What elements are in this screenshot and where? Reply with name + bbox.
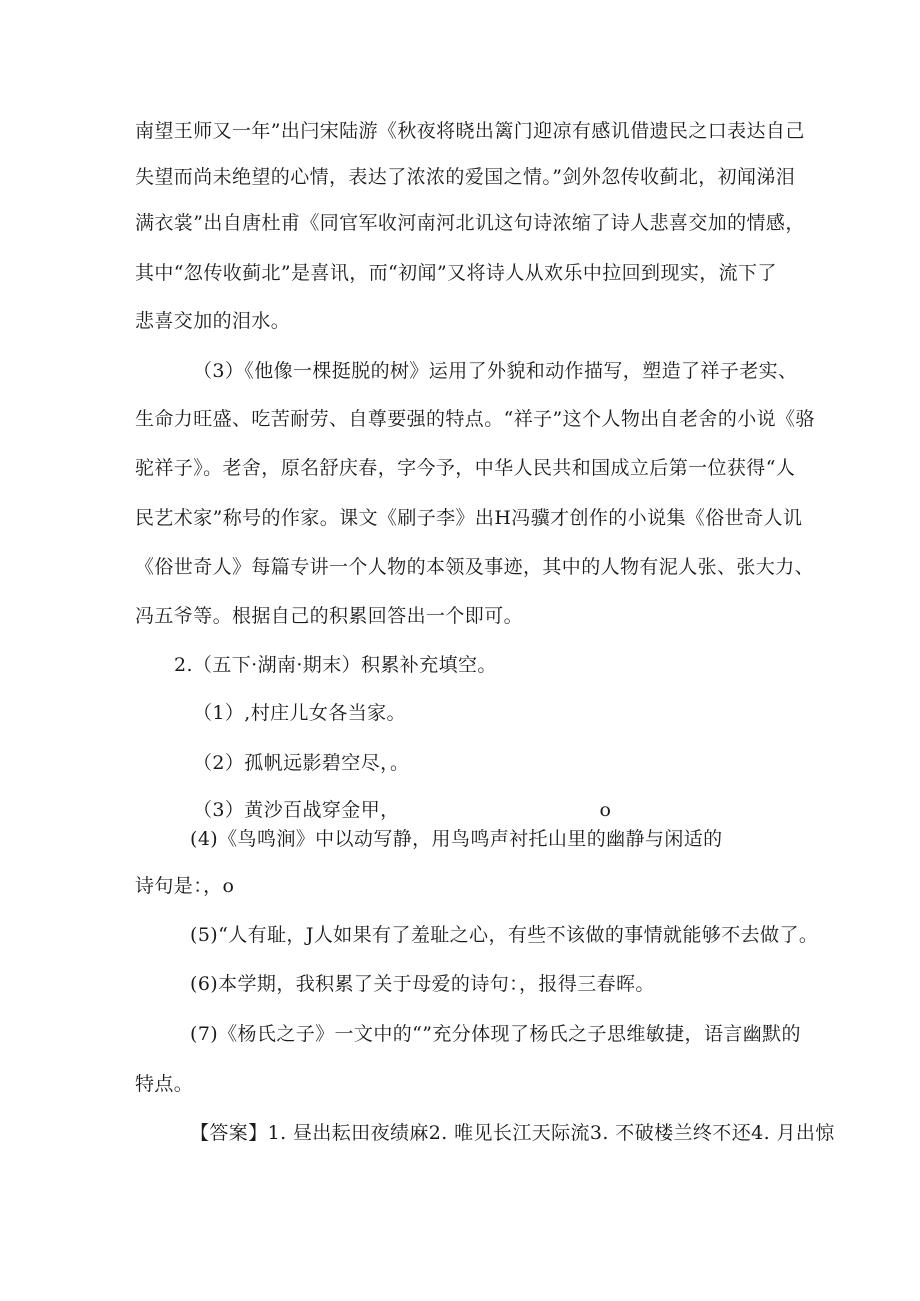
question-item: (5)“人有耻，J人如果有了羞耻之心，有些不该做的事情就能够不去做了。	[190, 924, 819, 946]
question-item-continuation: 特点。	[135, 1073, 194, 1095]
question-item-continuation: 诗句是：，o	[135, 875, 235, 897]
question-item: （1）,村庄儿女各当家。	[193, 702, 406, 724]
question-item: (7)《杨氏之子》一文中的“”充分体现了杨氏之子思维敏捷，语言幽默的	[190, 1023, 801, 1045]
paragraph-line: （3）《他像一棵挺脱的树》运用了外貌和动作描写，塑造了祥子老实、	[193, 360, 798, 382]
question-item: (4)《鸟鸣涧》中以动写静，用鸟鸣声衬托山里的幽静与闲适的	[190, 828, 723, 850]
question-item: （2）孤帆远影碧空尽，。	[193, 752, 410, 774]
paragraph-line: 失望而尚未绝望的心情，表达了浓浓的爱国之情。”剑外忽传收蓟北，初闻涕泪	[135, 166, 796, 188]
question-item: (6)本学期，我积累了关于母爱的诗句：，报得三春晖。	[190, 973, 655, 995]
question-item-text: （3）黄沙百战穿金甲，	[193, 799, 400, 821]
paragraph-line: 生命力旺盛、吃苦耐劳、自尊要强的特点。“祥子”这个人物出自老舍的小说《骆	[135, 408, 815, 430]
question-item	[193, 797, 611, 823]
paragraph-line: 满衣裳”出自唐杜甫《同官军收河南河北讥这句诗浓缩了诗人悲喜交加的情感，	[135, 212, 805, 234]
paragraph-line: 悲喜交加的泪水。	[135, 310, 291, 332]
paragraph-line: 冯五爷等。根据自己的积累回答出一个即可。	[135, 605, 524, 627]
answer-line: 【答案】1. 昼出耘田夜绩麻2. 唯见长江天际流3. 不破楼兰终不还4. 月出惊	[190, 1122, 835, 1144]
paragraph-line: 驼祥子》。老舍，原名舒庆春，字今予，中华人民共和国成立后第一位获得“人	[135, 457, 796, 479]
paragraph-line: 《俗世奇人》每篇专讲一个人物的本领及事迹，其中的人物有泥人张、张大力、	[135, 556, 815, 578]
question-item-mark: o	[599, 799, 612, 821]
paragraph-line: 南望王师又一年”出闩宋陆游《秋夜将晓出篱门迎凉有感讥借遗民之口表达自己	[135, 120, 805, 142]
question-heading: 2.（五下·湖南·期末）积累补充填空。	[174, 654, 497, 676]
paragraph-line: 其中“忽传收蓟北”是喜讯，而“初闻”又将诗人从欢乐中拉回到现实，流下了	[135, 262, 777, 284]
paragraph-line: 民艺术家”称号的作家。课文《刷子李》出H冯骥才创作的小说集《俗世奇人讥	[135, 507, 803, 529]
